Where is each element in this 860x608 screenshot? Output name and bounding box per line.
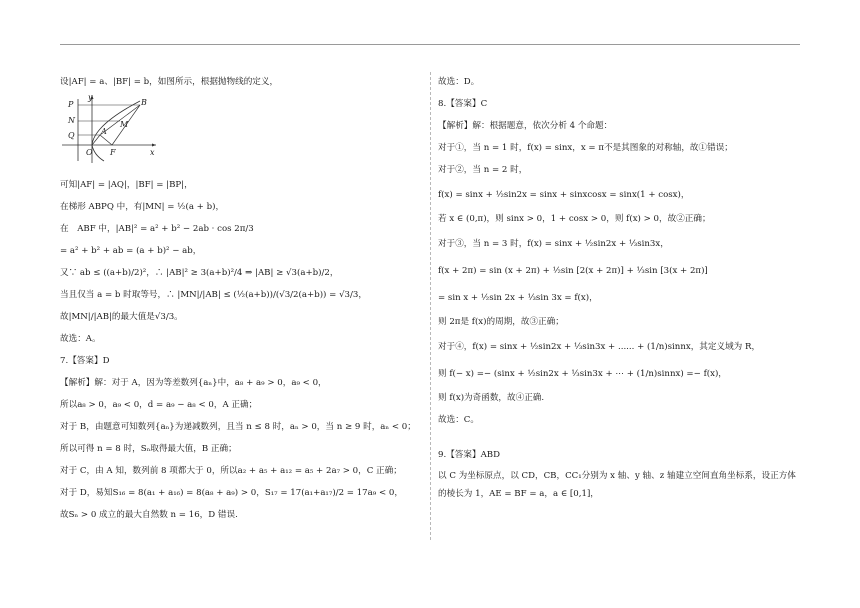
- column-divider: [430, 72, 431, 540]
- text-line: 故选：D。: [438, 77, 480, 87]
- answer-heading: 9.【答案】ABD: [438, 450, 500, 460]
- text-line: 当且仅当 a = b 时取等号，∴ |MN|/|AB| ≤ (½(a+b))/(√3/2(a+b)) = √3/3，: [60, 290, 367, 300]
- text-line: 则 f(− x) =− (sinx + ½sin2x + ⅓sin3x + ⋯ + (1/n)sinnx) =− f(x)，: [438, 369, 727, 379]
- text-line: 在 ABF 中，|AB|² = a² + b² − 2ab · cos 2π/3: [60, 224, 254, 234]
- text-line: 设|AF| = a、|BF| = b，如图所示，根据抛物线的定义，: [60, 77, 279, 87]
- text-line: 对于 B，由题意可知数列{aₙ}为递减数列，且当 n ≤ 8 时，aₙ > 0，当 n ≥ 9 时，aₙ < 0；: [60, 422, 416, 432]
- text-line: 【解析】解：根据题意，依次分析 4 个命题：: [438, 121, 613, 131]
- text-line: 故选：A。: [60, 334, 101, 344]
- text-line: 则 2π是 f(x)的周期，故③正确；: [438, 317, 564, 327]
- fig-label-y: y: [88, 93, 93, 102]
- fig-label-b: B: [141, 98, 147, 107]
- text-line: 则 f(x)为奇函数，故④正确.: [438, 393, 545, 403]
- fig-label-q: Q: [68, 131, 75, 140]
- text-line: 若 x ∈ (0,π)，则 sinx > 0，1 + cosx > 0，则 f(x) > 0，故②正确；: [438, 214, 711, 224]
- fig-label-m: M: [120, 120, 129, 129]
- fig-label-f: F: [110, 148, 116, 157]
- text-line: 对于①，当 n = 1 时，f(x) = sinx，x = π不是其图象的对称轴，故①错误；: [438, 143, 733, 153]
- answer-heading: 7.【答案】D: [60, 356, 110, 366]
- text-line: = a² + b² + ab = (a + b)² − ab，: [60, 246, 202, 256]
- left-column: [60, 76, 422, 522]
- text-line: 在梯形 ABPQ 中，有|MN| = ½(a + b)，: [60, 202, 225, 212]
- text-line: 所以可得 n = 8 时，Sₙ取得最大值，B 正确；: [60, 444, 237, 454]
- header-rule: [60, 44, 800, 45]
- text-line: 故Sₙ > 0 成立的最大自然数 n = 16，D 错误.: [60, 510, 238, 520]
- text-line: 所以a₈ > 0，a₉ < 0，d = a₉ − a₈ < 0，A 正确；: [60, 400, 258, 410]
- fig-label-o: O: [86, 148, 93, 157]
- text-line: 可知|AF| = |AQ|，|BF| = |BP|，: [60, 180, 193, 190]
- fig-label-p: P: [68, 100, 74, 109]
- text-line: 故|MN|/|AB|的最大值是√3/3。: [60, 312, 183, 322]
- fig-label-a: A: [101, 127, 107, 136]
- text-line: 故选：C。: [438, 415, 479, 425]
- text-line: 【解析】解：对于 A，因为等差数列{aₙ}中，a₈ + a₉ > 0，a₉ < 0，: [60, 378, 327, 388]
- text-line: 对于 D，易知S₁₆ = 8(a₁ + a₁₆) = 8(a₈ + a₉) > 0，S₁₇ = 17(a₁+a₁₇)/2 = 17a₉ < 0，: [60, 488, 403, 498]
- fig-label-n: N: [68, 116, 75, 125]
- text-line: 又∵ ab ≤ ((a+b)/2)²，∴ |AB|² ≥ 3(a+b)²/4 ⇒ |AB| ≥ √3(a+b)/2，: [60, 268, 339, 278]
- text-line: 对于④，f(x) = sinx + ½sin2x + ⅓sin3x + ...... + (1/n)sinnx，其定义域为 R，: [438, 342, 761, 352]
- parabola-figure: [60, 93, 160, 165]
- text-line: 对于 C，由 A 知，数列前 8 项都大于 0，所以a₂ + a₅ + a₁₂ = a₅ + 2a₇ > 0，C 正确；: [60, 466, 402, 476]
- text-line: 对于②，当 n = 2 时，: [438, 165, 528, 175]
- right-column: [438, 76, 798, 503]
- text-line: 以 C 为坐标原点，以 CD，CB，CC₁分别为 x 轴、y 轴、z 轴建立空间直角坐标系，设正方体的棱长为 1，AE = BF = a，a ∈ [0,1]，: [438, 471, 796, 499]
- text-line: = sin x + ½sin 2x + ⅓sin 3x = f(x)，: [438, 293, 598, 303]
- answer-heading: 8.【答案】C: [438, 99, 488, 109]
- fig-label-x: x: [150, 148, 155, 157]
- text-line: f(x + 2π) = sin (x + 2π) + ½sin [2(x + 2π)] + ⅓sin [3(x + 2π)]: [438, 266, 708, 276]
- text-line: 对于③，当 n = 3 时，f(x) = sinx + ½sin2x + ⅓sin3x，: [438, 239, 669, 249]
- text-line: f(x) = sinx + ½sin2x = sinx + sinxcosx = sinx(1 + cosx)，: [438, 190, 690, 200]
